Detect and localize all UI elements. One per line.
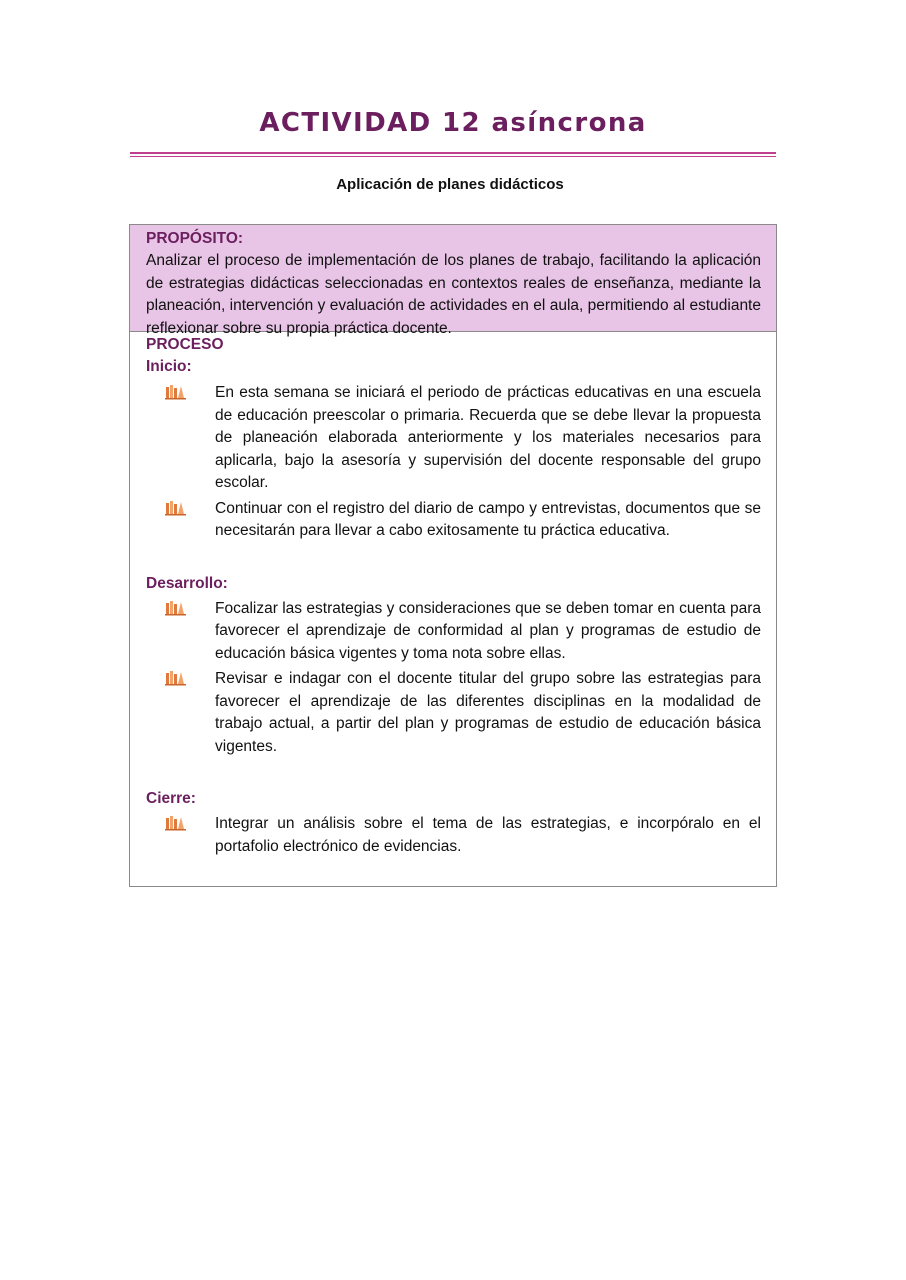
list-item — [146, 498, 761, 543]
purpose-label: PROPÓSITO: — [146, 230, 244, 247]
desarrollo-item-2: Revisar e indagar con el docente titular del grupo sobre las estrategias para favorecer el aprendizaje de las diferentes disciplinas en la modalidad de trabajo actual, a partir del plan y programas de estudio de educación básica vigentes. — [215, 670, 761, 755]
list-item — [146, 668, 761, 758]
activity-box — [129, 224, 777, 887]
title-divider — [130, 152, 776, 154]
cierre-label: Cierre: — [146, 790, 196, 807]
list-item — [146, 813, 761, 858]
books-icon — [146, 498, 215, 516]
cierre-item-1: Integrar un análisis sobre el tema de las estrategias, e incorpóralo en el portafolio electrónico de evidencias. — [215, 815, 761, 855]
process-label: PROCESO — [146, 336, 224, 353]
desarrollo-label: Desarrollo: — [146, 574, 228, 592]
inicio-item-1: En esta semana se iniciará el periodo de prácticas educativas en una escuela de educación preescolar o primaria. Recuerda que se debe llevar la propuesta de planeación elaborada anteriormente y los materiales necesarios para aplicarla, bajo la asesoría y supervisión del docente responsable del grupo escolar. — [215, 384, 761, 491]
process-section — [130, 332, 776, 858]
inicio-label: Inicio: — [146, 358, 192, 375]
desarrollo-item-1: Focalizar las estrategias y consideraciones que se deben tomar en cuenta para favorecer el aprendizaje de conformidad al plan y programas de estudio de educación básica vigentes y toma nota sobre ellas. — [215, 599, 761, 662]
books-icon — [146, 668, 215, 686]
books-icon — [146, 382, 215, 400]
books-icon — [146, 598, 215, 616]
books-icon — [146, 813, 215, 831]
list-item — [146, 598, 761, 666]
page-title: ACTIVIDAD 12 asíncrona — [259, 108, 647, 138]
purpose-text: Analizar el proceso de implementación de los planes de trabajo, facilitando la aplicación de estrategias didácticas seleccionadas en contextos reales de enseñanza, mediante la planeación, intervención y evaluación de actividades en el aula, permitiendo al estudiante reflexionar sobre su propia práctica docente. — [146, 252, 761, 337]
page-subtitle: Aplicación de planes didácticos — [336, 176, 564, 193]
title-divider-thin — [130, 156, 776, 157]
list-item — [146, 382, 761, 495]
inicio-item-2: Continuar con el registro del diario de campo y entrevistas, documentos que se necesitarán para llevar a cabo exitosamente tu práctica educativa. — [215, 499, 761, 539]
purpose-section — [130, 225, 776, 337]
